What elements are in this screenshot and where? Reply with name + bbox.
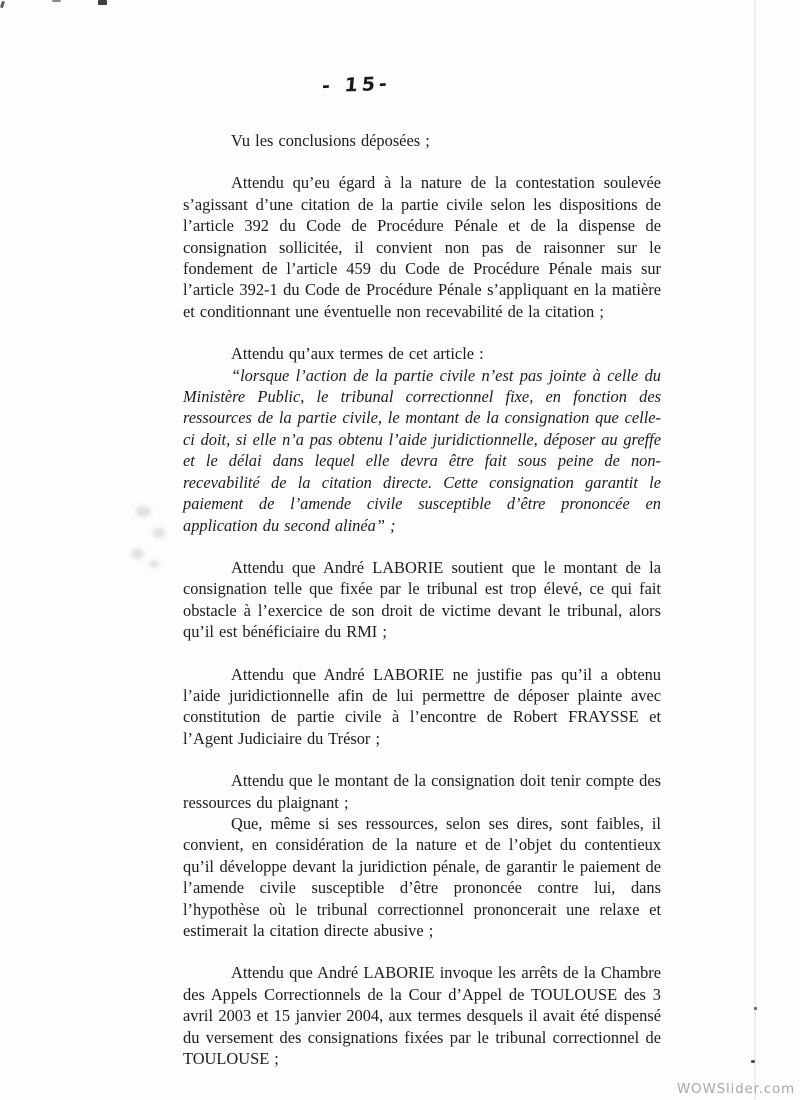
margin-smudge — [153, 528, 165, 538]
scan-speck — [98, 0, 107, 5]
paragraph-que-meme-si-ressources: Que, même si ses ressources, selon ses dires, sont faibles, il convient, en considération de la nature et de l’objet du contentieux qu’il développe devant la juridiction pénale, de garantir le paiement de l’amende civile susceptible d’être prononcée contre lui, dans l’hypothèse où le tribunal correctionnel prononcerait une relaxe et estimerait la citation directe abusive ; — [183, 813, 661, 940]
scan-speck — [751, 1060, 755, 1063]
paragraph-attendu-laborie-soutient: Attendu que André LABORIE soutient que le montant de la consignation telle que fixée par le tribunal est trop élevé, ce qui fait obstacle à l’exercice de son droit de victime devant le tribunal, alors qu’il est bénéficiaire du RMI ; — [183, 557, 661, 642]
paragraph-attendu-laborie-justifie: Attendu que André LABORIE ne justifie pas qu’il a obtenu l’aide juridictionnelle afin de lui permettre de déposer plainte avec constitution de partie civile à l’encontre de Robert FRAYSSE et l’Agent Judiciaire du Trésor ; — [183, 664, 661, 748]
scan-speck — [52, 0, 61, 2]
scanner-streak-artifact — [754, 0, 756, 1100]
margin-smudge — [149, 560, 159, 568]
margin-smudge — [131, 549, 144, 559]
paragraph-citation-article: “lorsque l’action de la partie civile n’est pas jointe à celle du Ministère Public, le tribunal correctionnel fixe, en fonction des ressources de la partie civile, le montant de la consignation que celle-ci doit, si elle n’a pas obtenu l’aide juridictionnelle, déposer au greffe et le délai dans lequel elle devra être fait sous peine de non-recevabilité de la citation directe. Cette consignation garantit le paiement de l’amende civile susceptible d’être prononcée en application du second alinéa” ; — [183, 365, 661, 535]
wowslider-watermark-link[interactable]: WOWSlider.com — [676, 1081, 795, 1097]
margin-smudge — [136, 506, 151, 517]
paragraph-attendu-nature-contestation: Attendu qu’eu égard à la nature de la contestation soulevée s’agissant d’une citation de la partie civile selon les dispositions de l’article 392 du Code de Procédure Pénale et de la dispense de consignation sollicitée, il convient non pas de raisonner sur le fondement de l’article 459 du Code de Procédure Pénale mais sur l’article 392-1 du Code de Procédure Pénale s’appliquant en la matière et conditionnant une éventuelle non recevabilité de la citation ; — [183, 173, 661, 321]
paragraph-attendu-termes-article: Attendu qu’aux termes de cet article : — [231, 344, 484, 364]
scan-speck — [0, 1, 5, 9]
scan-speck — [754, 1007, 757, 1010]
paragraph-attendu-montant-ressources: Attendu que le montant de la consignation doit tenir compte des ressources du plaignant ; — [183, 771, 661, 812]
handwritten-page-number: - 15- — [321, 72, 392, 98]
paragraph-vu-conclusions: Vu les conclusions déposées ; — [231, 131, 430, 150]
document-body — [183, 130, 661, 1090]
paragraph-attendu-arrets-toulouse: Attendu que André LABORIE invoque les arrêts de la Chambre des Appels Correctionnels de la Cour d’Appel de TOULOUSE des 3 avril 2003 et 15 janvier 2004, aux termes desquels il avait été dispensé du versement des consignations fixées par le tribunal correctionnel de TOULOUSE ; — [183, 963, 661, 1069]
